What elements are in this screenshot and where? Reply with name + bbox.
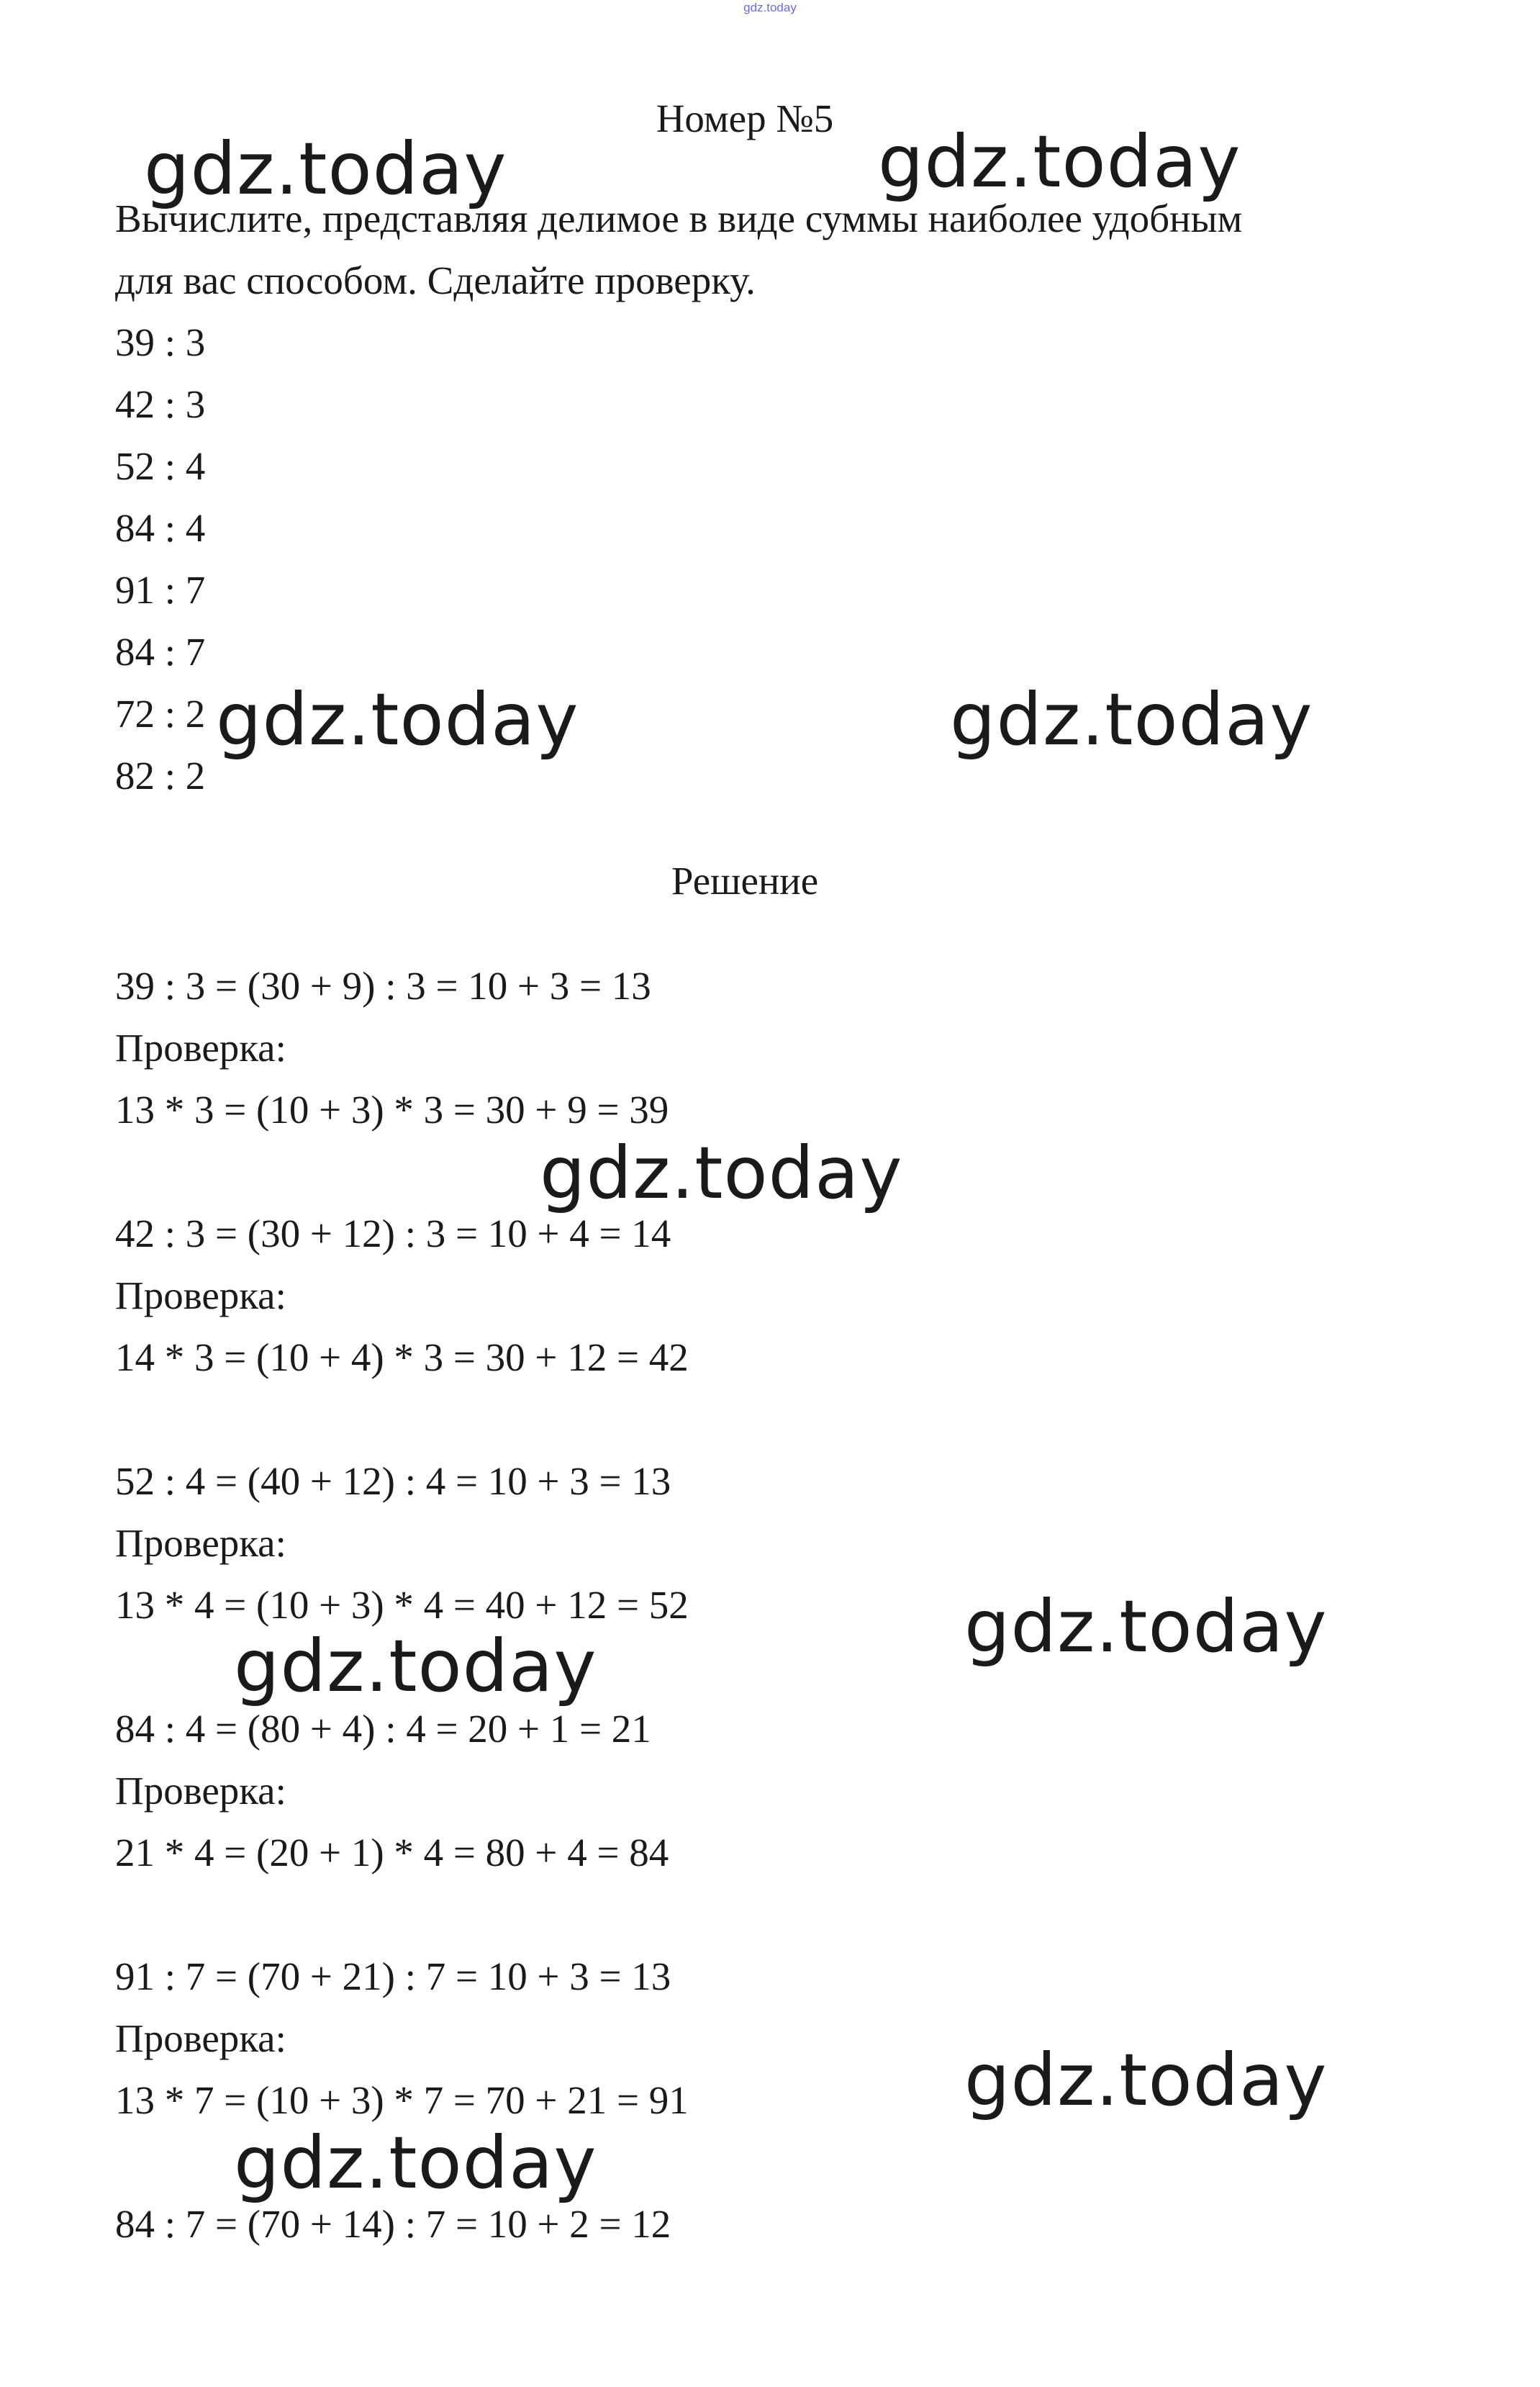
solution-equation: 39 : 3 = (30 + 9) : 3 = 10 + 3 = 13	[115, 964, 651, 1008]
watermark: gdz.today	[950, 677, 1313, 762]
watermark: gdz.today	[234, 1624, 597, 1708]
task-item: 84 : 7	[115, 630, 206, 674]
watermark: gdz.today	[540, 1131, 903, 1215]
check-label: Проверка:	[115, 1769, 286, 1813]
check-equation: 21 * 4 = (20 + 1) * 4 = 80 + 4 = 84	[115, 1831, 669, 1874]
check-label: Проверка:	[115, 1026, 286, 1070]
solution-equation: 91 : 7 = (70 + 21) : 7 = 10 + 3 = 13	[115, 1954, 671, 1998]
watermark: gdz.today	[964, 2038, 1328, 2122]
solution-equation: 84 : 4 = (80 + 4) : 4 = 20 + 1 = 21	[115, 1707, 651, 1751]
task-item: 82 : 2	[115, 754, 206, 798]
task-text-line-2: для вас способом. Сделайте проверку.	[115, 258, 756, 302]
top-site-mark: gdz.today	[743, 1, 797, 14]
watermark: gdz.today	[216, 677, 579, 762]
watermark: gdz.today	[234, 2121, 597, 2205]
watermark: gdz.today	[964, 1584, 1328, 1669]
task-item: 84 : 4	[115, 506, 206, 550]
check-equation: 14 * 3 = (10 + 4) * 3 = 30 + 12 = 42	[115, 1335, 689, 1379]
task-text-line-1: Вычислите, представляя делимое в виде суммы наиболее удобным	[115, 197, 1243, 240]
solution-equation: 42 : 3 = (30 + 12) : 3 = 10 + 4 = 14	[115, 1211, 671, 1255]
task-item: 39 : 3	[115, 320, 206, 364]
check-equation: 13 * 7 = (10 + 3) * 7 = 70 + 21 = 91	[115, 2078, 689, 2122]
solution-heading: Решение	[671, 859, 819, 903]
task-item: 91 : 7	[115, 568, 206, 612]
check-label: Проверка:	[115, 1273, 286, 1317]
solution-equation: 52 : 4 = (40 + 12) : 4 = 10 + 3 = 13	[115, 1459, 671, 1503]
check-equation: 13 * 4 = (10 + 3) * 4 = 40 + 12 = 52	[115, 1583, 689, 1627]
page-title: Номер №5	[656, 96, 834, 140]
check-label: Проверка:	[115, 1521, 286, 1565]
check-equation: 13 * 3 = (10 + 3) * 3 = 30 + 9 = 39	[115, 1088, 669, 1132]
task-item: 52 : 4	[115, 444, 206, 488]
check-label: Проверка:	[115, 2016, 286, 2060]
watermark: gdz.today	[878, 119, 1241, 204]
watermark: gdz.today	[144, 127, 507, 211]
solution-equation: 84 : 7 = (70 + 14) : 7 = 10 + 2 = 12	[115, 2202, 671, 2246]
task-item: 42 : 3	[115, 382, 206, 426]
task-item: 72 : 2	[115, 692, 206, 736]
